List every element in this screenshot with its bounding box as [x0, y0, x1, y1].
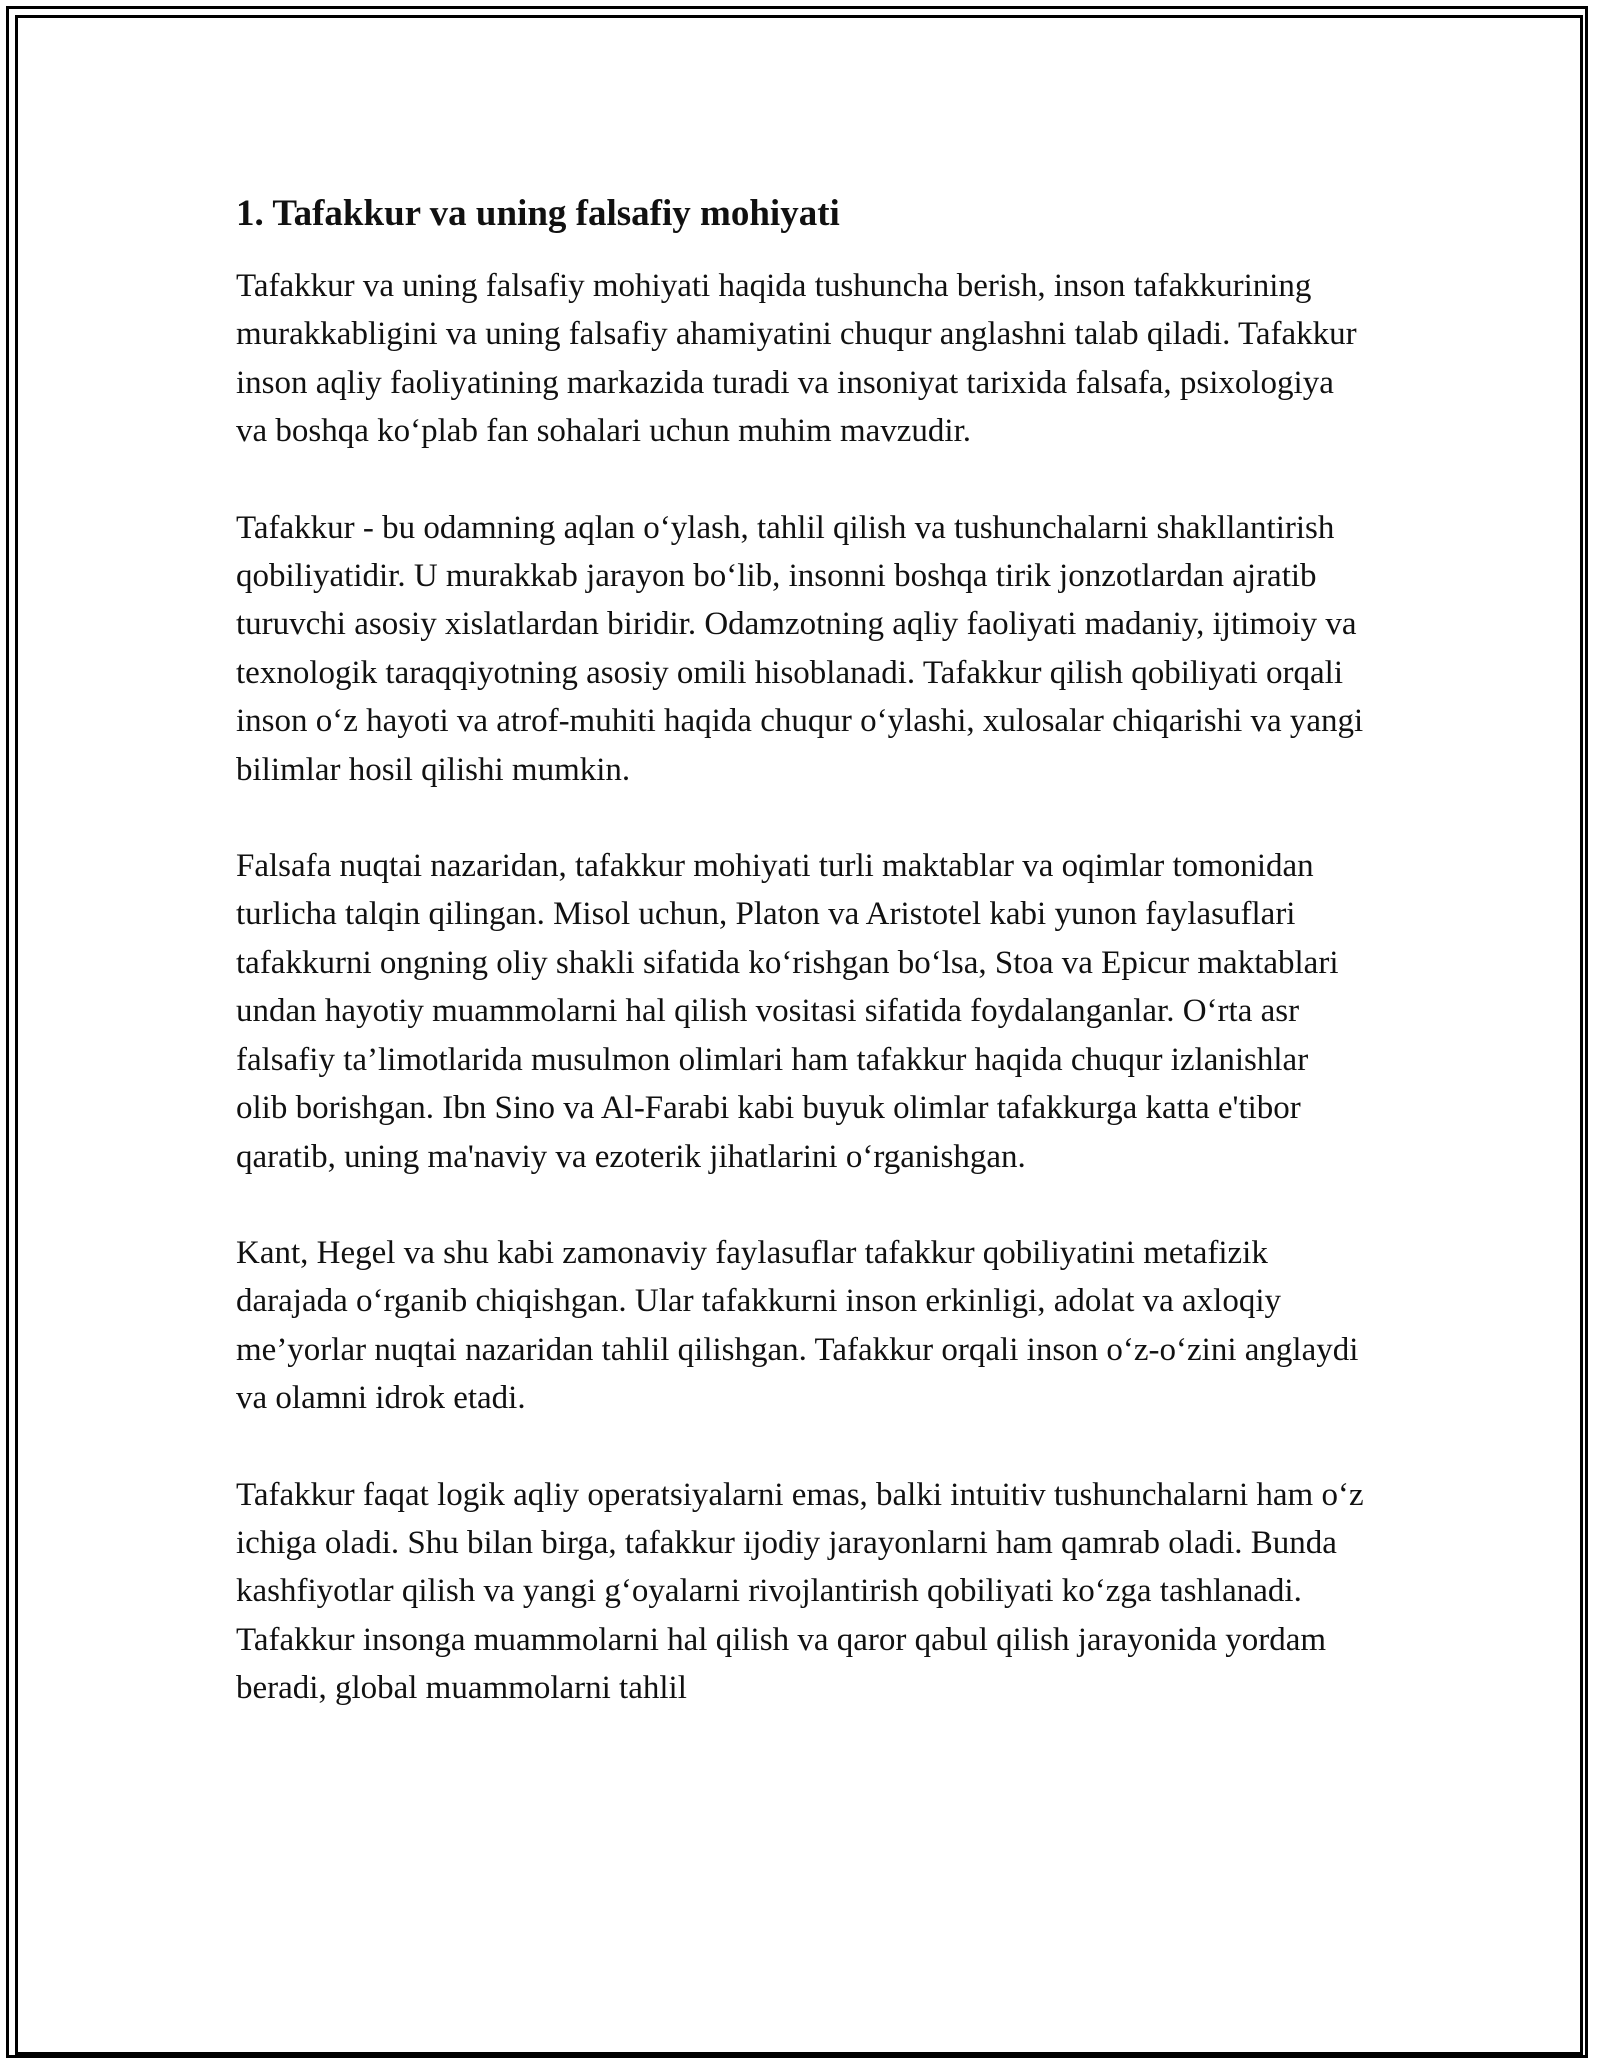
document-page: [236, 188, 1366, 1713]
section-heading: 1. Tafakkur va uning falsafiy mohiyati: [236, 193, 840, 234]
paragraph-1: Tafakkur va uning falsafiy mohiyati haqida tushuncha berish, inson tafakkurining murakkabligini va uning falsafiy ahamiyatini chuqur anglashni talab qiladi. Tafakkur inson aqliy faoliyatining markazida turadi va insoniyat tarixida falsafa, psixologiya va boshqa ko‘plab fan sohalari uchun muhim mavzudir.: [236, 268, 1357, 450]
paragraph-4: Kant, Hegel va shu kabi zamonaviy faylasuflar tafakkur qobiliyatini metafizik darajada o‘rganib chiqishgan. Ular tafakkurni inson erkinligi, adolat va axloqiy me’yorlar nuqtai nazaridan tahlil qilishgan. Tafakkur orqali inson o‘z-o‘zini anglaydi va olamni idrok etadi.: [236, 1234, 1359, 1417]
paragraph-3: Falsafa nuqtai nazaridan, tafakkur mohiyati turli maktablar va oqimlar tomonidan turlicha talqin qilingan. Misol uchun, Platon va Aristotel kabi yunon faylasuflari tafakkurni ongning oliy shakli sifatida ko‘rishgan bo‘lsa, Stoa va Epicur maktablari undan hayotiy muammolarni hal qilish vositasi sifatida foydalanganlar. O‘rta asr falsafiy ta’limotlarida musulmon olimlari ham tafakkur haqida chuqur izlanishlar olib borishgan. Ibn Sino va Al-Farabi kabi buyuk olimlar tafakkurga katta e'tibor qaratib, uning ma'naviy va ezoterik jihatlarini o‘rganishgan.: [236, 848, 1339, 1175]
paragraph-5: Tafakkur faqat logik aqliy operatsiyalarni emas, balki intuitiv tushunchalarni ham o‘z ichiga oladi. Shu bilan birga, tafakkur ijodiy jarayonlarni ham qamrab oladi. Bunda kashfiyotlar qilish va yangi g‘oyalarni rivojlantirish qobiliyati ko‘zga tashlanadi. Tafakkur insonga muammolarni hal qilish va qaror qabul qilish jarayonida yordam beradi, global muammolarni tahlil: [236, 1476, 1364, 1707]
paragraph-2: Tafakkur - bu odamning aqlan o‘ylash, tahlil qilish va tushunchalarni shakllantirish qobiliyatidir. U murakkab jarayon bo‘lib, insonni boshqa tirik jonzotlardan ajratib turuvchi asosiy xislatlardan biridir. Odamzotning aqliy faoliyati madaniy, ijtimoiy va texnologik taraqqiyotning asosiy omili hisoblanadi. Tafakkur qilish qobiliyati orqali inson o‘z hayoti va atrof-muhiti haqida chuqur o‘ylashi, xulosalar chiqarishi va yangi bilimlar hosil qilishi mumkin.: [236, 509, 1364, 788]
